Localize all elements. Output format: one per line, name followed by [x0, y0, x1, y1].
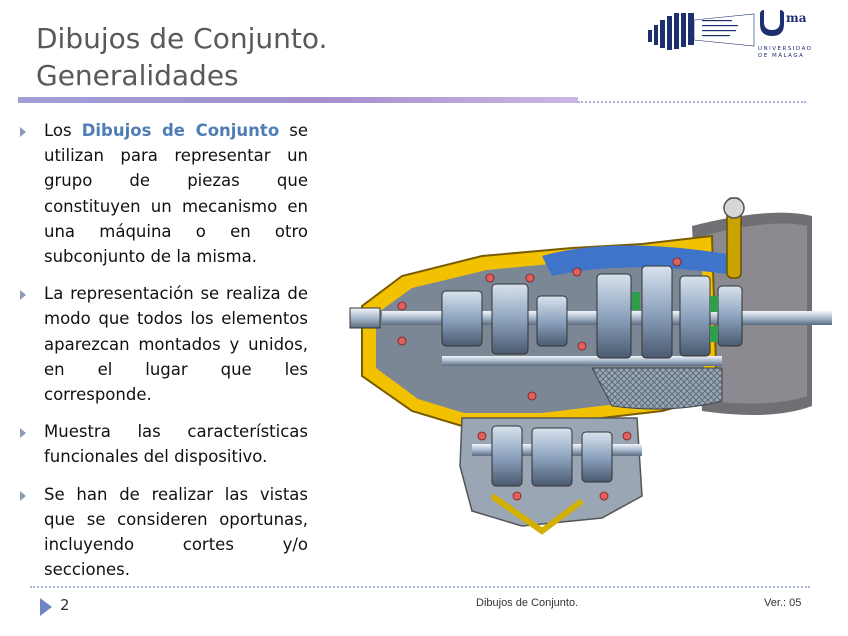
footer-arrow-icon: [40, 598, 52, 616]
university-line2: DE MÁLAGA: [758, 53, 805, 59]
gearbox-cutaway-image: [342, 196, 832, 541]
bullet-arrow-icon: [20, 127, 26, 137]
bullet-item-definition: Los Dibujos de Conjunto se utilizan para representar un grupo de piezas que constituyen un mecanismo en una máquina o en otro subconjunto de la misma.: [18, 118, 308, 269]
university-line1: UNIVERSIDAD: [758, 46, 813, 52]
slide-title: [36, 20, 556, 94]
footer-version: Ver.: 05: [764, 597, 802, 609]
footer-divider: [30, 586, 810, 588]
gearbox-illustration: [342, 196, 832, 541]
bullet-arrow-icon: [20, 428, 26, 438]
bullet-item-features: Muestra las características funcionales del dispositivo.: [18, 419, 308, 469]
bullet-arrow-icon: [20, 290, 26, 300]
title-underline-dots: [578, 101, 806, 103]
slide-title-line1: Dibujos de Conjunto.: [36, 22, 328, 55]
footer-title: Dibujos de Conjunto.: [476, 597, 579, 609]
slide-title-line2: Generalidades: [36, 59, 239, 92]
bullet-list: [18, 118, 308, 594]
logo-area: [644, 8, 814, 68]
bullet-item-views: Se han de realizar las vistas que se consideren oportunas, incluyendo cortes y/o secciones.: [18, 482, 308, 583]
title-underline: [18, 97, 578, 103]
page-number: 2: [60, 596, 70, 614]
bullet-arrow-icon: [20, 491, 26, 501]
highlight-term: Dibujos de Conjunto: [81, 121, 280, 140]
bullet-item-representation: La representación se realiza de modo que todos los elementos aparezcan montados y unidos, en el lugar que les corresponde.: [18, 281, 308, 407]
uma-logo-text: ma: [786, 11, 807, 25]
